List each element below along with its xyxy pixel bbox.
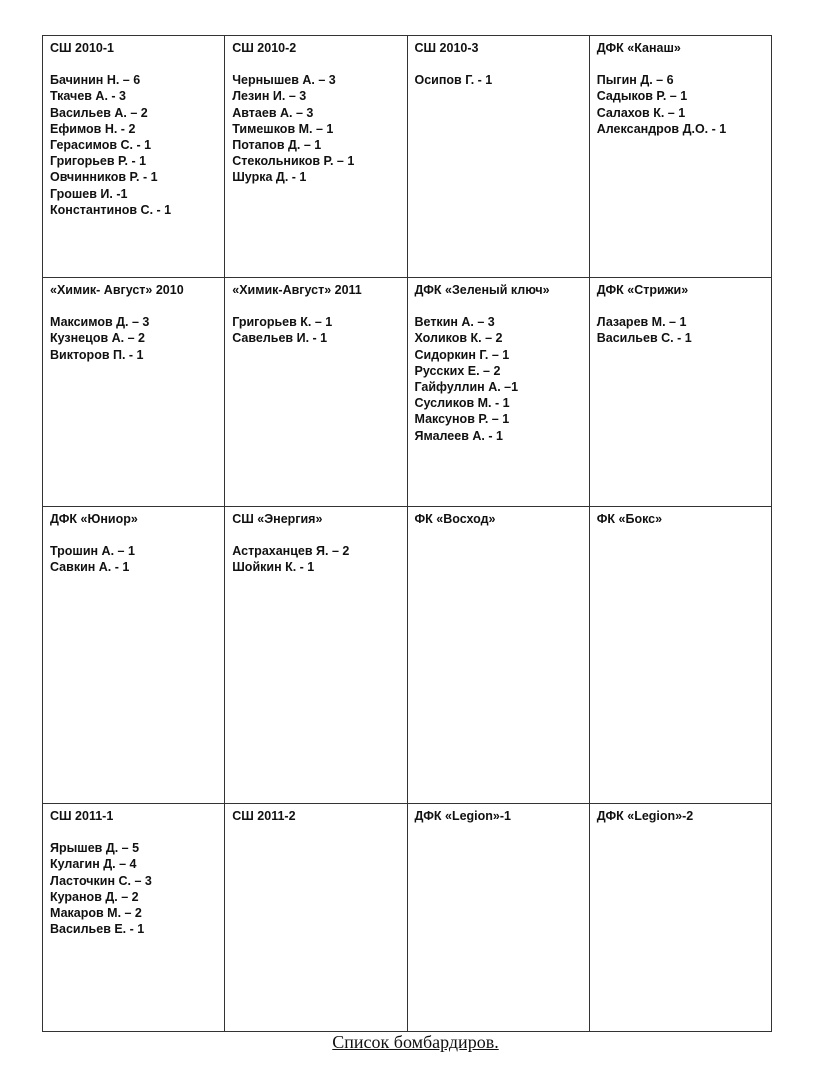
scorer-entry: Лезин И. – 3 [232,89,307,104]
scorer-entry: Куранов Д. – 2 [50,889,139,904]
scorer-entry: Александров Д.О. - 1 [596,121,727,136]
scorer-entry: Шойкин К. - 1 [232,560,315,575]
scorer-entry: Холиков К. – 2 [414,331,503,346]
scorer-entry: Лазарев М. – 1 [596,315,687,330]
scorers-table-body [43,36,772,1032]
scorer-entry: Григорьев Р. - 1 [50,154,147,169]
team-cell [225,36,407,278]
scorer-entry: Сусликов М. - 1 [414,396,510,411]
scorer-entry: Пыгин Д. – 6 [596,73,674,88]
scorer-entry: Шурка Д. - 1 [232,170,307,185]
scorer-entry: Викторов П. - 1 [50,347,144,362]
team-cell [407,36,589,278]
team-name: СШ 2010-3 [414,41,479,55]
table-row [43,36,772,278]
scorer-entry: Веткин А. – 3 [414,315,495,330]
scorer-entry: Трошин А. – 1 [50,544,135,559]
team-name: ДФК «Канаш» [596,41,681,55]
team-cell [589,507,771,804]
team-cell [589,36,771,278]
scorer-entry: Стекольников Р. – 1 [232,154,355,169]
scorer-entry: Астраханцев Я. – 2 [232,544,350,559]
scorer-entry: Чернышев А. – 3 [232,73,336,88]
team-name: «Химик- Август» 2010 [50,283,184,297]
team-name: ДФК «Legion»-2 [596,809,694,823]
team-name: ДФК «Стрижи» [596,283,689,297]
team-cell [589,804,771,1032]
team-name: СШ 2010-2 [232,41,297,55]
team-name: «Химик-Август» 2011 [232,283,362,297]
scorer-entry: Салахов К. – 1 [596,105,686,120]
scorer-entry: Васильев Е. - 1 [50,922,145,937]
team-cell [589,278,771,507]
scorer-entry: Ласточкин С. – 3 [50,873,152,888]
team-name: СШ 2011-1 [50,809,114,823]
scorer-entry: Ефимов Н. - 2 [50,121,136,136]
scorer-entry: Савкин А. - 1 [50,560,130,575]
team-name: СШ 2010-1 [50,41,114,55]
scorer-entry: Грошев И. -1 [50,186,128,201]
scorer-entry: Осипов Г. - 1 [414,73,493,88]
scorer-entry: Ткачев А. - 3 [50,89,126,104]
table-row [43,278,772,507]
scorer-entry: Константинов С. - 1 [50,202,172,217]
team-cell [407,804,589,1032]
scorer-entry: Автаев А. – 3 [232,105,314,120]
scorer-entry: Овчинников Р. - 1 [50,170,158,185]
team-cell [43,278,225,507]
scorer-entry: Сидоркин Г. – 1 [414,347,510,362]
scorer-entry: Макаров М. – 2 [50,906,142,921]
team-cell [407,278,589,507]
scorer-entry: Максимов Д. – 3 [50,315,150,330]
scorer-entry: Ярышев Д. – 5 [50,841,140,856]
scorer-entry: Бачинин Н. – 6 [50,73,141,88]
scorer-entry: Васильев С. - 1 [596,331,692,346]
team-name: ФК «Восход» [414,512,496,526]
scorer-entry: Кулагин Д. – 4 [50,857,137,872]
table-row [43,804,772,1032]
table-row [43,507,772,804]
document-caption: Список бомбардиров. [332,1032,499,1052]
team-name: ДФК «Legion»-1 [414,809,511,823]
scorer-entry: Герасимов С. - 1 [50,138,152,153]
scorer-entry: Васильев А. – 2 [50,105,148,120]
team-cell [407,507,589,804]
scorer-entry: Садыков Р. – 1 [596,89,688,104]
scorer-entry: Русских Е. – 2 [414,363,501,378]
team-name: ДФК «Зеленый ключ» [414,283,550,297]
team-name: ФК «Бокс» [596,512,663,526]
scorer-entry: Григорьев К. – 1 [232,315,333,330]
scorers-table [42,35,772,1032]
team-name: СШ 2011-2 [232,809,296,823]
team-cell [43,804,225,1032]
team-cell [43,507,225,804]
team-name: СШ «Энергия» [232,512,323,526]
team-cell [225,804,407,1032]
scorer-entry: Ямалеев А. - 1 [414,428,503,443]
team-name: ДФК «Юниор» [50,512,138,526]
scorer-entry: Кузнецов А. – 2 [50,331,145,346]
team-cell [225,278,407,507]
scorer-entry: Гайфуллин А. –1 [414,380,519,395]
team-cell [225,507,407,804]
scorer-entry: Савельев И. - 1 [232,331,328,346]
scorer-entry: Максунов Р. – 1 [414,412,510,427]
scorer-entry: Тимешков М. – 1 [232,121,334,136]
team-cell [43,36,225,278]
scorer-entry: Потапов Д. – 1 [232,138,322,153]
